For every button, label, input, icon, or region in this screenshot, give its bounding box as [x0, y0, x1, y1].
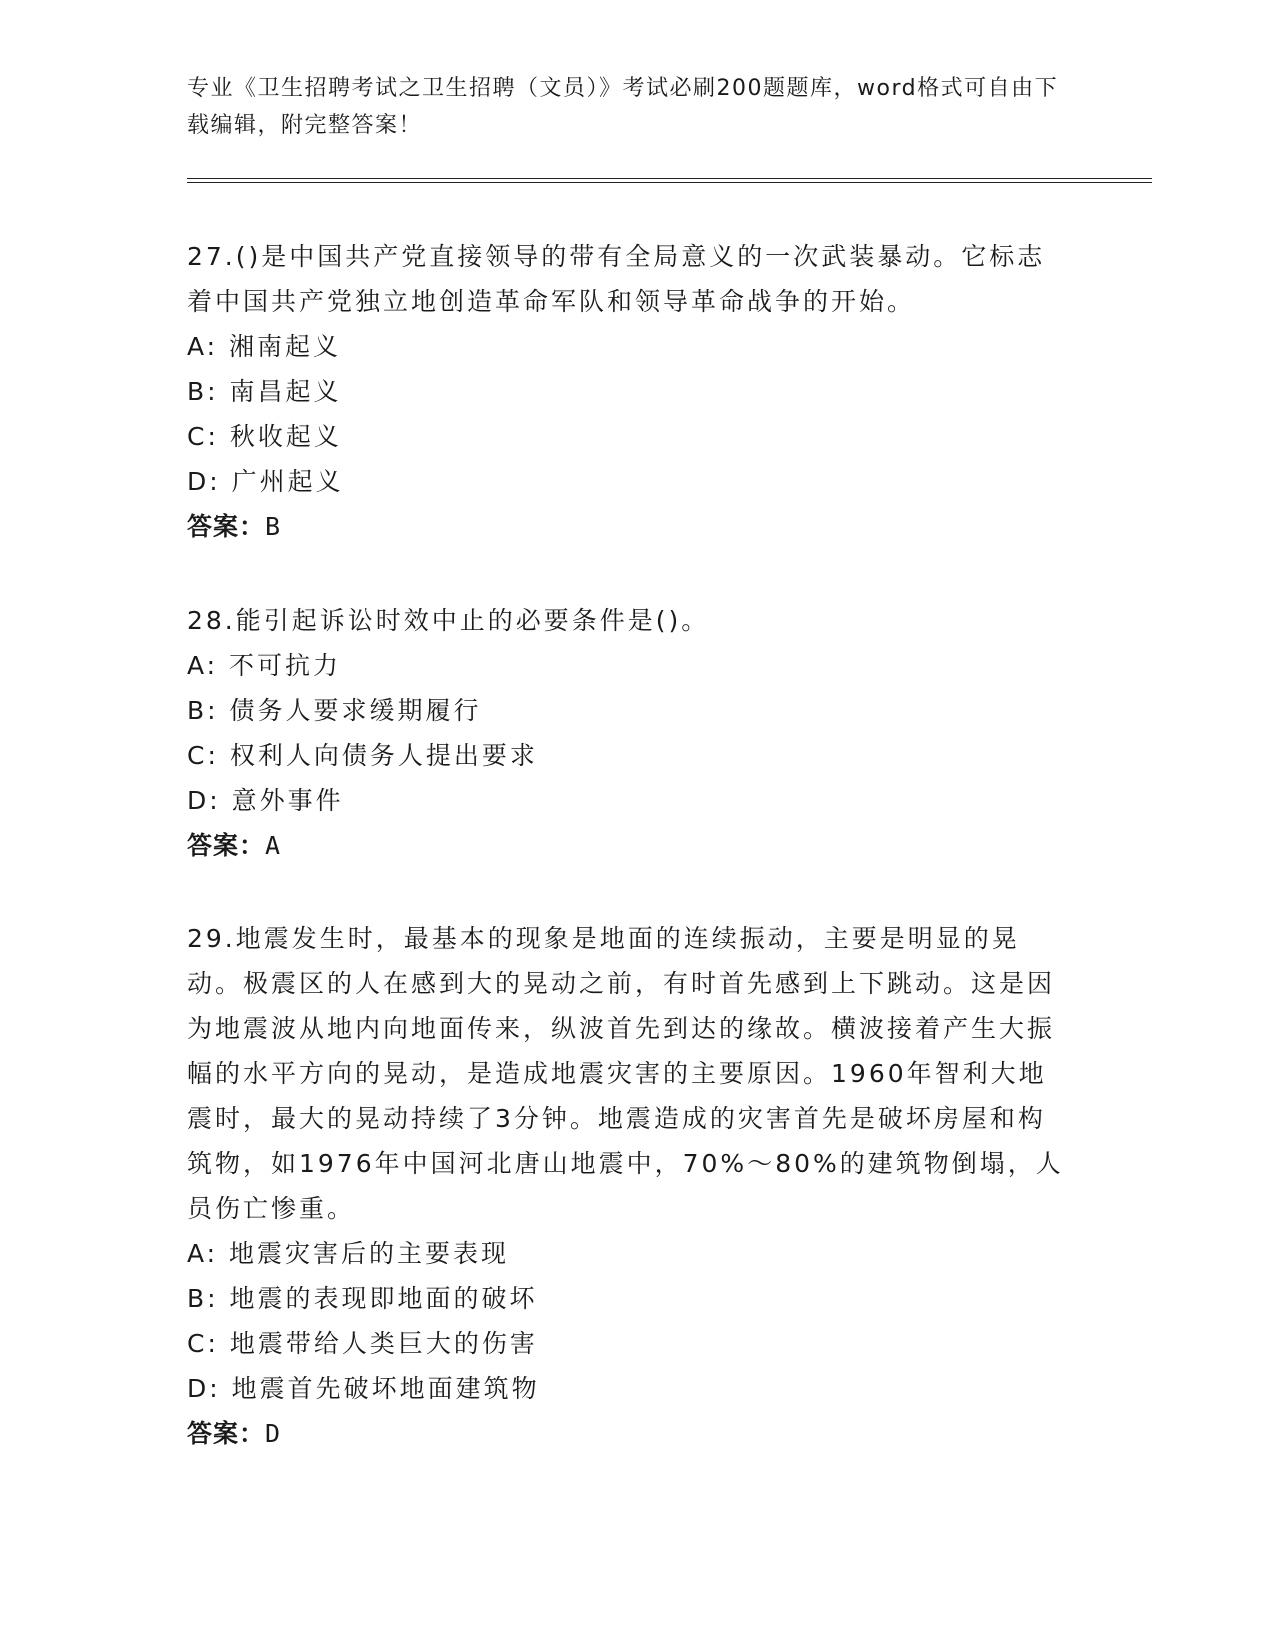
header-divider-bottom [187, 182, 1152, 183]
question-stem: 27.()是中国共产党直接领导的带有全局意义的一次武装暴动。它标志着中国共产党独立地创造革命军队和领导革命战争的开始。 [187, 242, 1046, 316]
answer-label: 答案： [187, 831, 266, 860]
option-d: D: 意外事件 [187, 786, 344, 815]
answer-line [187, 504, 1067, 549]
option-c: C: 地震带给人类巨大的伤害 [187, 1329, 538, 1358]
answer-line [187, 823, 1067, 868]
option-b: B: 地震的表现即地面的破坏 [187, 1284, 538, 1313]
question-28 [187, 598, 1067, 868]
option-d: D: 广州起义 [187, 467, 344, 496]
question-stem: 29.地震发生时，最基本的现象是地面的连续振动，主要是明显的晃动。极震区的人在感到大的晃动之前，有时首先感到上下跳动。这是因为地震波从地内向地面传来，纵波首先到达的缘故。横波接着产生大振幅的水平方向的晃动，是造成地震灾害的主要原因。1960年智利大地震时，最大的晃动持续了3分钟。地震造成的灾害首先是破坏房屋和构筑物，如1976年中国河北唐山地震中，70%～80%的建筑物倒塌，人员伤亡惨重。 [187, 924, 1064, 1223]
question-29 [187, 916, 1067, 1456]
answer-label: 答案： [187, 1419, 266, 1448]
answer-value: D [265, 1419, 282, 1448]
answer-line [187, 1411, 1067, 1456]
document-intro: 专业《卫生招聘考试之卫生招聘（文员）》考试必刷200题题库，word格式可自由下载编辑，附完整答案！ [187, 76, 1059, 138]
header-divider-top [187, 178, 1152, 179]
question-27 [187, 234, 1067, 549]
answer-value: B [265, 512, 282, 541]
option-a: A: 湘南起义 [187, 332, 342, 361]
option-c: C: 秋收起义 [187, 422, 342, 451]
question-stem: 28.能引起诉讼时效中止的必要条件是()。 [187, 606, 710, 635]
option-a: A: 地震灾害后的主要表现 [187, 1239, 510, 1268]
option-d: D: 地震首先破坏地面建筑物 [187, 1374, 540, 1403]
option-b: B: 债务人要求缓期履行 [187, 696, 482, 725]
answer-value: A [265, 831, 282, 860]
option-b: B: 南昌起义 [187, 377, 342, 406]
option-c: C: 权利人向债务人提出要求 [187, 741, 538, 770]
option-a: A: 不可抗力 [187, 651, 342, 680]
answer-label: 答案： [187, 512, 266, 541]
